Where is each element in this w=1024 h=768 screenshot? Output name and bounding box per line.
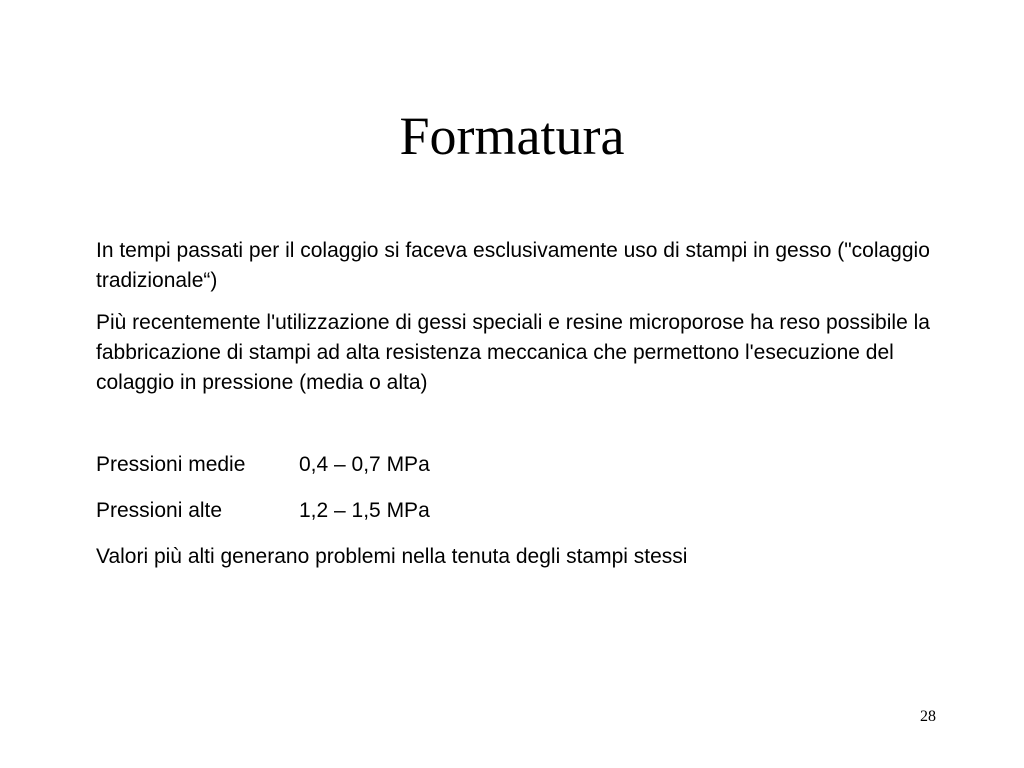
page-number: 28 — [920, 708, 936, 725]
slide-title: Formatura — [399, 106, 625, 166]
pressure-label: Pressioni medie — [96, 453, 246, 476]
pressure-label: Pressioni alte — [96, 499, 223, 522]
spacer — [96, 410, 956, 450]
pressure-row-medium — [96, 450, 956, 480]
pressure-value: 1,2 – 1,5 MPa — [299, 499, 430, 522]
paragraph-traditional-casting: In tempi passati per il colaggio si faceva esclusivamente uso di stampi in gesso ("colaggio tradizionale“) — [96, 239, 930, 292]
pressure-row-high — [96, 496, 956, 526]
paragraph-pressure-casting: Più recentemente l'utilizzazione di gessi speciali e resine microporose ha reso possibile la fabbricazione di stampi ad alta resistenza meccanica che permettono l'esecuzione del colaggio in pressione (media o alta) — [96, 311, 930, 394]
slide-body — [96, 236, 956, 572]
pressure-note: Valori più alti generano problemi nella tenuta degli stampi stessi — [96, 545, 688, 568]
pressure-value: 0,4 – 0,7 MPa — [299, 453, 430, 476]
